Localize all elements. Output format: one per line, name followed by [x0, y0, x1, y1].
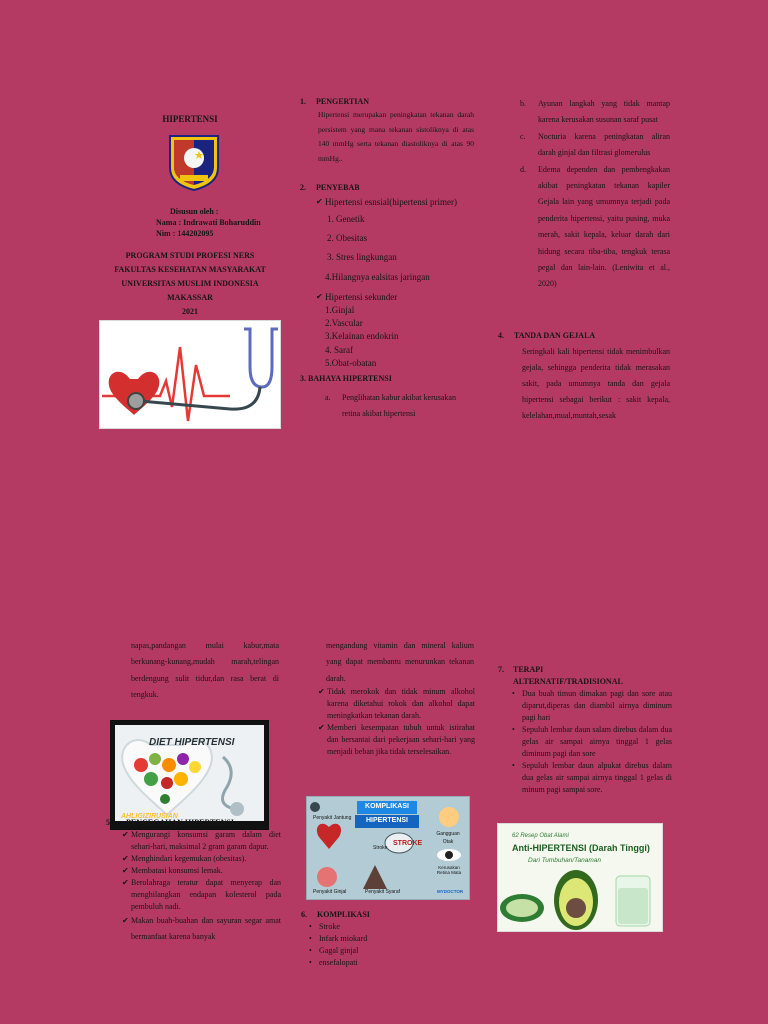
infographic-label: Penyakit Syaraf — [365, 889, 401, 895]
section-title: KOMPLIKASI — [317, 910, 370, 919]
diet-hipertensi-image — [110, 720, 269, 830]
poster-subtitle: Dari Tumbuhan/Tanaman — [528, 857, 601, 864]
brochure-title: HIPERTENSI — [162, 114, 218, 124]
diet-image-watermark: AHLIGIZIRUSIAN — [121, 813, 178, 820]
list-item: c. Nocturia karena peningkatan aliran darah ginjal dan filtrasi glomerulus — [520, 131, 670, 158]
prevention-list-continued — [318, 686, 475, 758]
komplikasi-infographic — [306, 796, 470, 900]
section-title: TANDA DAN GEJALA — [514, 331, 596, 340]
author-block — [156, 206, 261, 240]
prevention-item: ✔ Menghindari kegemukan (obesitas). — [122, 853, 281, 865]
poster-caption: 62 Resep Obat Alami — [512, 833, 569, 839]
infographic-label: Penyakit Jantung — [313, 815, 352, 821]
section-bahaya — [300, 373, 476, 422]
program-block — [100, 249, 280, 319]
prevention-item: ✔ Memberi kesempatan tubuh untuk istirahat dan bersantai dari pekerjaan sehari-hari yang menjadi beban jika tidak terselesaikan. — [318, 722, 475, 758]
section-title: PENYEBAB — [316, 183, 360, 192]
tanda-gejala-text: Seringkali kali hipertensi tidak menimbulkan gejala, sehingga penderita tidak merasakan sakit, pada umumnya tanda dan gejala hipertensi sebagai berikut : sakit kepala, kelelahan,mual,muntah,sesak — [522, 347, 670, 420]
list-item: b. Ayunan langkah yang tidak mantap karena kerusakan susunan saraf pusat — [520, 99, 670, 125]
infographic-subtitle: HIPERTENSI — [355, 815, 419, 828]
komplikasi-item: • Stroke — [309, 921, 476, 933]
prevention-item: ✔ Membatasi konsumsi lemak. — [122, 865, 281, 877]
cause-item: 3.Kelainan endokrin — [325, 331, 399, 342]
terapi-item: • Dua buah timun dimakan pagi dan sore atau diparut,diperas dan diambil airnya diminum pagi hari — [512, 688, 672, 724]
author-name: Nama : Indrawati Boharuddin — [156, 218, 261, 228]
program-line: PROGRAM STUDI PROFESI NERS — [125, 251, 255, 260]
program-line: 2021 — [182, 307, 198, 316]
cause-item: 4.Hilangnya ealsitas jaringan — [325, 271, 430, 282]
cause-item: 4. Saraf — [325, 344, 353, 355]
heart-stethoscope-image — [99, 320, 281, 429]
continued-text: napas,pandangan mulai kabur,mata berkunang-kunang,mudah marah,telingan berdengung sulit tidur,dan rasa berat di tengkuk. — [131, 641, 279, 700]
pengertian-text: Hipertensi merupakan peningkatan tekanan darah persistem yang mana tekanan sistoliknya di atas 140 mmHg serta tekanan diastoliknya di atas 90 mmHg.. — [318, 110, 474, 163]
anti-hipertensi-poster — [497, 823, 663, 932]
terapi-item: • Sepuluh lembar daun alpukat direbus dalam dua gelas air sampai airnya tinggal 1 gelas di minum pagi sampai sore. — [512, 760, 672, 796]
section-number: 4. — [498, 331, 504, 340]
cause-item: 3. Stres lingkungan — [327, 252, 397, 263]
section-komplikasi — [301, 909, 476, 969]
cause-item: 2.Vascular — [325, 318, 363, 329]
komplikasi-item: • ensefalopati — [309, 957, 476, 969]
komplikasi-item: • Infark miokard — [309, 933, 476, 945]
disusun-label: Disusun oleh : — [170, 207, 219, 216]
university-logo — [166, 130, 222, 192]
bahaya-item: Penglihatan kabur akibat kerusakan retina akibat hipertensi — [342, 393, 456, 418]
program-line: UNIVERSITAS MUSLIM INDONESIA — [121, 279, 259, 288]
infographic-label: STROKE — [393, 840, 423, 847]
section-tanda-gejala — [498, 330, 670, 424]
section-title: PENCEGAHAN HIPERTENSI — [126, 818, 234, 827]
author-nim: Nim : 144202095 — [156, 229, 214, 239]
section-penyebab — [300, 182, 478, 370]
section-title-2: ALTERNATIF/TRADISIONAL — [513, 677, 623, 686]
infographic-title: KOMPLIKASI — [357, 801, 417, 814]
prevention-item: ✔ Mengurangi konsumsi garam dalam diet sehari-hari, maksimal 2 gram garam dapur. — [122, 829, 281, 853]
cause-item: 1. Genetik — [327, 213, 365, 224]
program-line: MAKASSAR — [167, 293, 213, 302]
prevention-item: ✔ Makan buah-buahan dan sayuran segar amat bermanfaat karena banyak — [122, 913, 281, 945]
program-line: FAKULTAS KESEHATAN MASYARAKAT — [114, 265, 266, 274]
poster-title: Anti-HIPERTENSI (Darah Tinggi) — [512, 843, 650, 853]
section-terapi — [498, 664, 672, 796]
komplikasi-item: • Gagal ginjal — [309, 945, 476, 957]
section-title: TERAPI — [513, 665, 544, 674]
infographic-brand: MYDOCTOR — [437, 889, 464, 894]
section-number: 6. — [301, 910, 307, 919]
section-pencegahan — [106, 817, 281, 945]
infographic-label: Stroke — [373, 845, 388, 851]
infographic-label: Gangguan Otak — [436, 831, 460, 845]
list-item: d. Edema dependen dan pembengkakan akibat peningkatan tekanan kapiler Gejala lain yang umumnya terjadi pada penderita hipertensi, yaitu pusing, muka merah, sakit kepala, keluar darah dari hidung secara tiba-tiba, tengkuk terasa pegal dan lain-lain. (Leniwita et al., 2020) — [520, 164, 670, 289]
section-number: 2. — [300, 183, 306, 192]
infographic-label: Kerusakan Retina Mata — [436, 865, 462, 876]
cause-item: 5.Obat-obatan — [325, 357, 377, 368]
section-number: 1. — [300, 97, 306, 106]
bahaya-list — [520, 96, 670, 293]
section-pengertian — [300, 96, 474, 167]
list-key: a. — [325, 393, 331, 402]
continued-text: mengandung vitamin dan mineral kalium yang dapat membantu menurunkan tekanan darah. — [326, 641, 474, 683]
section-title: 3. BAHAYA HIPERTENSI — [300, 374, 392, 383]
prevention-item: ✔ Berolahraga teratur dapat menyerap dan menghilangkan endapan kolesterol pada pembuluh nadi. — [122, 877, 281, 913]
cause-item: 1.Ginjal — [325, 305, 355, 316]
cause-item: 2. Obesitas — [327, 232, 367, 243]
terapi-item: • Sepuluh lembar daun salam direbus dalam dua gelas air sampai airnya tinggal 1 gelas diminum pagi dan sore — [512, 724, 672, 760]
sekunder-heading: ✔ Hipertensi sekunder — [316, 291, 478, 305]
diet-image-title: DIET HIPERTENSI — [149, 737, 235, 748]
primer-heading: ✔ Hipertensi esnsial(hipertensi primer) — [316, 196, 478, 210]
prevention-item: ✔ Tidak merokok dan tidak minum alkohol karena diketahui rokok dan alkohol dapat meningkatkan tekanan darah. — [318, 686, 475, 722]
section-number: 7. — [498, 665, 504, 674]
infographic-label: Penyakit Ginjal — [313, 889, 347, 895]
section-title: PENGERTIAN — [316, 97, 370, 106]
section-number: 5. — [106, 818, 112, 827]
